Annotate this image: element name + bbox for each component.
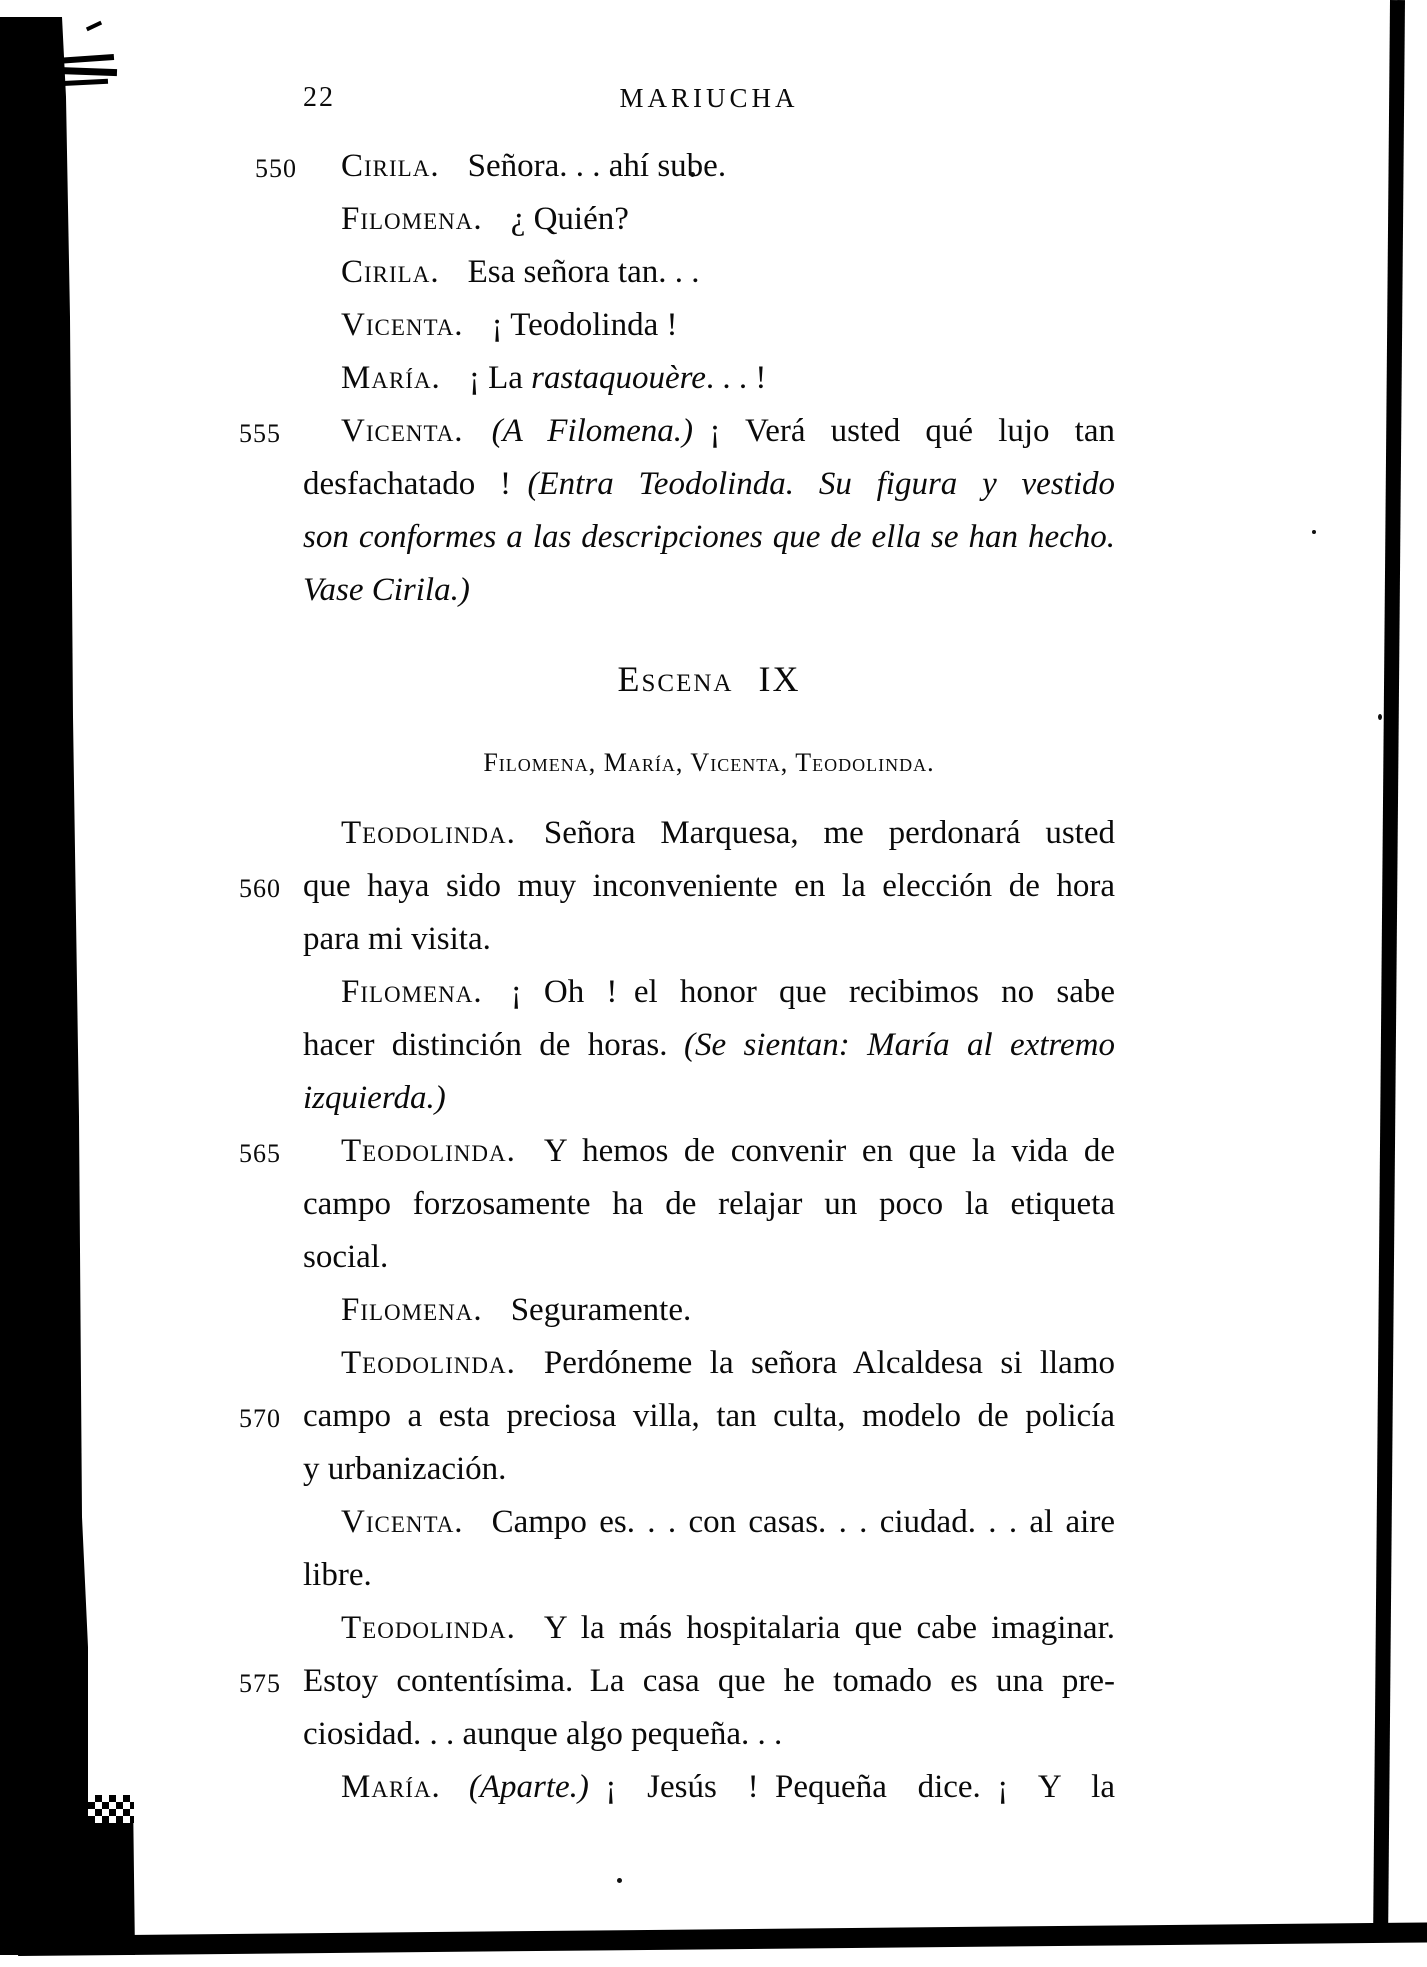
dialogue-text: Seguramente.: [510, 1292, 692, 1328]
speaker-name: Teodolinda.: [341, 815, 516, 851]
speech-line: [303, 966, 1115, 1019]
speaker-name: Vicenta.: [341, 413, 464, 449]
dialogue-text: Señora Marquesa, me perdonará usted: [543, 815, 1115, 851]
line-number: 550: [255, 154, 297, 183]
continuation-line: [303, 1072, 1115, 1125]
dialogue-text: campo a esta preciosa villa, tan culta, modelo de policía: [303, 1398, 1115, 1434]
continuation-line: [303, 1708, 1115, 1761]
speaker-name: María.: [341, 360, 441, 396]
stage-direction: (Entra Teodolinda. Su figura y vestido: [527, 466, 1116, 502]
dialogue-text: Esa señora tan. . .: [467, 254, 700, 290]
continuation-line: [239, 860, 1115, 913]
speech-line: [303, 299, 1115, 352]
play-text-block: [239, 140, 1116, 1814]
speaker-name: Filomena.: [341, 974, 483, 1010]
speech-line: [255, 140, 1115, 193]
dialogue-text: Y hemos de convenir en que la vida de: [543, 1133, 1115, 1169]
dialogue-text: social.: [303, 1239, 389, 1275]
dialogue-text: Señora. . . ahí sube.: [467, 148, 727, 184]
dialogue-text: ¡ Jesús ! Pequeña dice. ¡ Y la: [588, 1769, 1115, 1805]
dialogue-text: ciosidad. . . aunque algo pequeña. . .: [303, 1716, 783, 1752]
speech-line: [239, 1125, 1115, 1178]
line-number: 575: [239, 1669, 281, 1698]
speech-line: [239, 405, 1115, 458]
stage-direction: (Se sientan: María al extremo: [683, 1027, 1116, 1063]
dialogue-text: campo forzosamente ha de relajar un poco la etiqueta: [303, 1186, 1115, 1222]
speaker-name: Cirila.: [341, 148, 440, 184]
dialogue-text: Perdóneme la señora Alcaldesa si llamo: [543, 1345, 1115, 1381]
dialogue-text: ¡ La: [468, 360, 532, 396]
speech-line: [303, 807, 1115, 860]
continuation-line: [303, 564, 1115, 617]
speech-line: [303, 1602, 1115, 1655]
scan-artifact: [58, 79, 108, 87]
scan-artifact: [56, 54, 114, 64]
speaker-name: Cirila.: [341, 254, 440, 290]
dialogue-text: que haya sido muy inconveniente en la elección de hora: [303, 868, 1115, 904]
speaker-name: Teodolinda.: [341, 1610, 516, 1646]
speaker-name: Filomena.: [341, 201, 483, 237]
speaker-name: Teodolinda.: [341, 1345, 516, 1381]
speaker-name: María.: [341, 1769, 441, 1805]
speech-line: [303, 193, 1115, 246]
dialogue-text: Estoy contentísima. La casa que he tomado es una pre-: [303, 1663, 1115, 1699]
continuation-line: [239, 1655, 1115, 1708]
scan-speck: [617, 1878, 622, 1883]
page-header: [303, 82, 1115, 116]
speech-line: [303, 1761, 1115, 1814]
scan-speck: [1378, 714, 1382, 720]
page-number: 22: [303, 82, 335, 113]
dialogue-text: libre.: [303, 1557, 372, 1593]
continuation-line: [303, 913, 1115, 966]
dialogue-text: ¿ Quién?: [510, 201, 629, 237]
stage-direction: son conformes a las descripciones que de ella se han hecho.: [303, 519, 1115, 555]
line-number: 555: [239, 419, 281, 448]
speech-line: [303, 246, 1115, 299]
dialogue-text: Escena IX: [617, 659, 801, 699]
dialogue-text: Campo es. . . con casas. . . ciudad. . . al aire: [491, 1504, 1115, 1540]
scene-heading: [303, 651, 1115, 707]
continuation-line: [303, 1019, 1115, 1072]
dialogue-text: y urbanización.: [303, 1451, 507, 1487]
scan-edge-right: [1373, 0, 1405, 1942]
stage-direction: (Aparte.): [468, 1769, 589, 1805]
dialogue-text: desfachatado !: [303, 466, 528, 502]
dialogue-text: Filomena, María, Vicenta, Teodolinda.: [483, 748, 935, 777]
running-title: MARIUCHA: [619, 83, 799, 113]
continuation-line: [303, 1549, 1115, 1602]
dialogue-text: Y la más hospitalaria que cabe imaginar.: [543, 1610, 1115, 1646]
dialogue-text: . . . !: [705, 360, 767, 396]
line-number: 560: [239, 874, 281, 903]
stage-direction: izquierda.): [303, 1080, 446, 1116]
dialogue-text: ¡ Verá usted qué lujo tan: [693, 413, 1115, 449]
stage-direction: Vase Cirila.): [303, 572, 470, 608]
speaker-name: Vicenta.: [341, 1504, 464, 1540]
speaker-name: Vicenta.: [341, 307, 464, 343]
speaker-name: Teodolinda.: [341, 1133, 516, 1169]
dialogue-text: para mi visita.: [303, 921, 491, 957]
speaker-name: Filomena.: [341, 1292, 483, 1328]
scan-gutter-shadow: [0, 17, 140, 1955]
speech-line: [303, 1496, 1115, 1549]
continuation-line: [303, 1231, 1115, 1284]
continuation-line: [303, 511, 1115, 564]
scan-edge-bottom: [18, 1922, 1427, 1956]
line-number: 570: [239, 1404, 281, 1433]
character-list: [303, 743, 1115, 783]
speech-line: [303, 1337, 1115, 1390]
line-number: 565: [239, 1139, 281, 1168]
continuation-line: [303, 1443, 1115, 1496]
speech-line: [303, 352, 1115, 405]
scan-speck: [1312, 530, 1316, 534]
continuation-line: [303, 1178, 1115, 1231]
dialogue-text: ¡ Oh ! el honor que recibimos no sabe: [510, 974, 1115, 1010]
stage-direction: (A Filomena.): [491, 413, 694, 449]
scan-artifact: [88, 1795, 134, 1823]
scan-artifact: [86, 21, 102, 31]
stage-direction: rastaquouère: [531, 360, 706, 396]
continuation-line: [239, 1390, 1115, 1443]
speech-line: [303, 1284, 1115, 1337]
dialogue-text: hacer distinción de horas.: [303, 1027, 684, 1063]
dialogue-text: ¡ Teodolinda !: [491, 307, 678, 343]
continuation-line: [303, 458, 1115, 511]
